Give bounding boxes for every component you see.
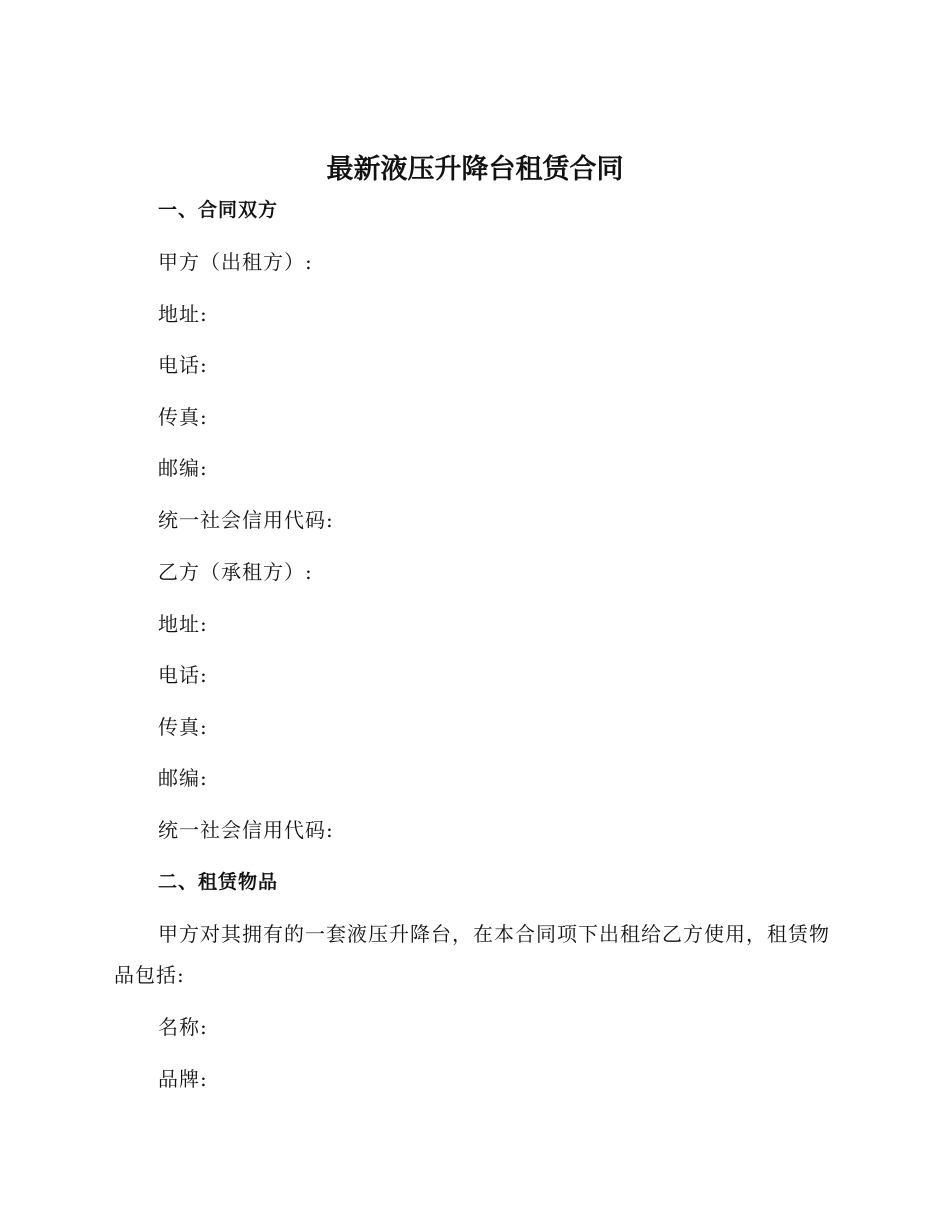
party-b-phone: 电话:	[158, 663, 208, 687]
section-heading-rental-items: 二、租赁物品	[158, 871, 279, 893]
party-b-address: 地址:	[158, 612, 208, 636]
party-b-postcode: 邮编:	[158, 766, 208, 790]
party-a-fax: 传真:	[158, 405, 208, 429]
item-brand: 品牌:	[158, 1067, 208, 1091]
party-a-phone: 电话:	[158, 353, 208, 377]
party-a-postcode: 邮编:	[158, 456, 208, 480]
party-a-address: 地址:	[158, 302, 208, 326]
party-b-label: 乙方（承租方）:	[158, 560, 313, 584]
section-heading-parties: 一、合同双方	[158, 199, 279, 221]
party-b-credit-code: 统一社会信用代码:	[158, 818, 334, 842]
party-a-credit-code: 统一社会信用代码:	[158, 508, 334, 532]
party-b-fax: 传真:	[158, 715, 208, 739]
rental-items-paragraph: 甲方对其拥有的一套液压升降台，在本合同项下出租给乙方使用，租赁物品包括:	[114, 922, 830, 987]
document-title: 最新液压升降台租赁合同	[326, 154, 624, 185]
party-a-label: 甲方（出租方）:	[158, 250, 313, 274]
item-name: 名称:	[158, 1015, 208, 1039]
